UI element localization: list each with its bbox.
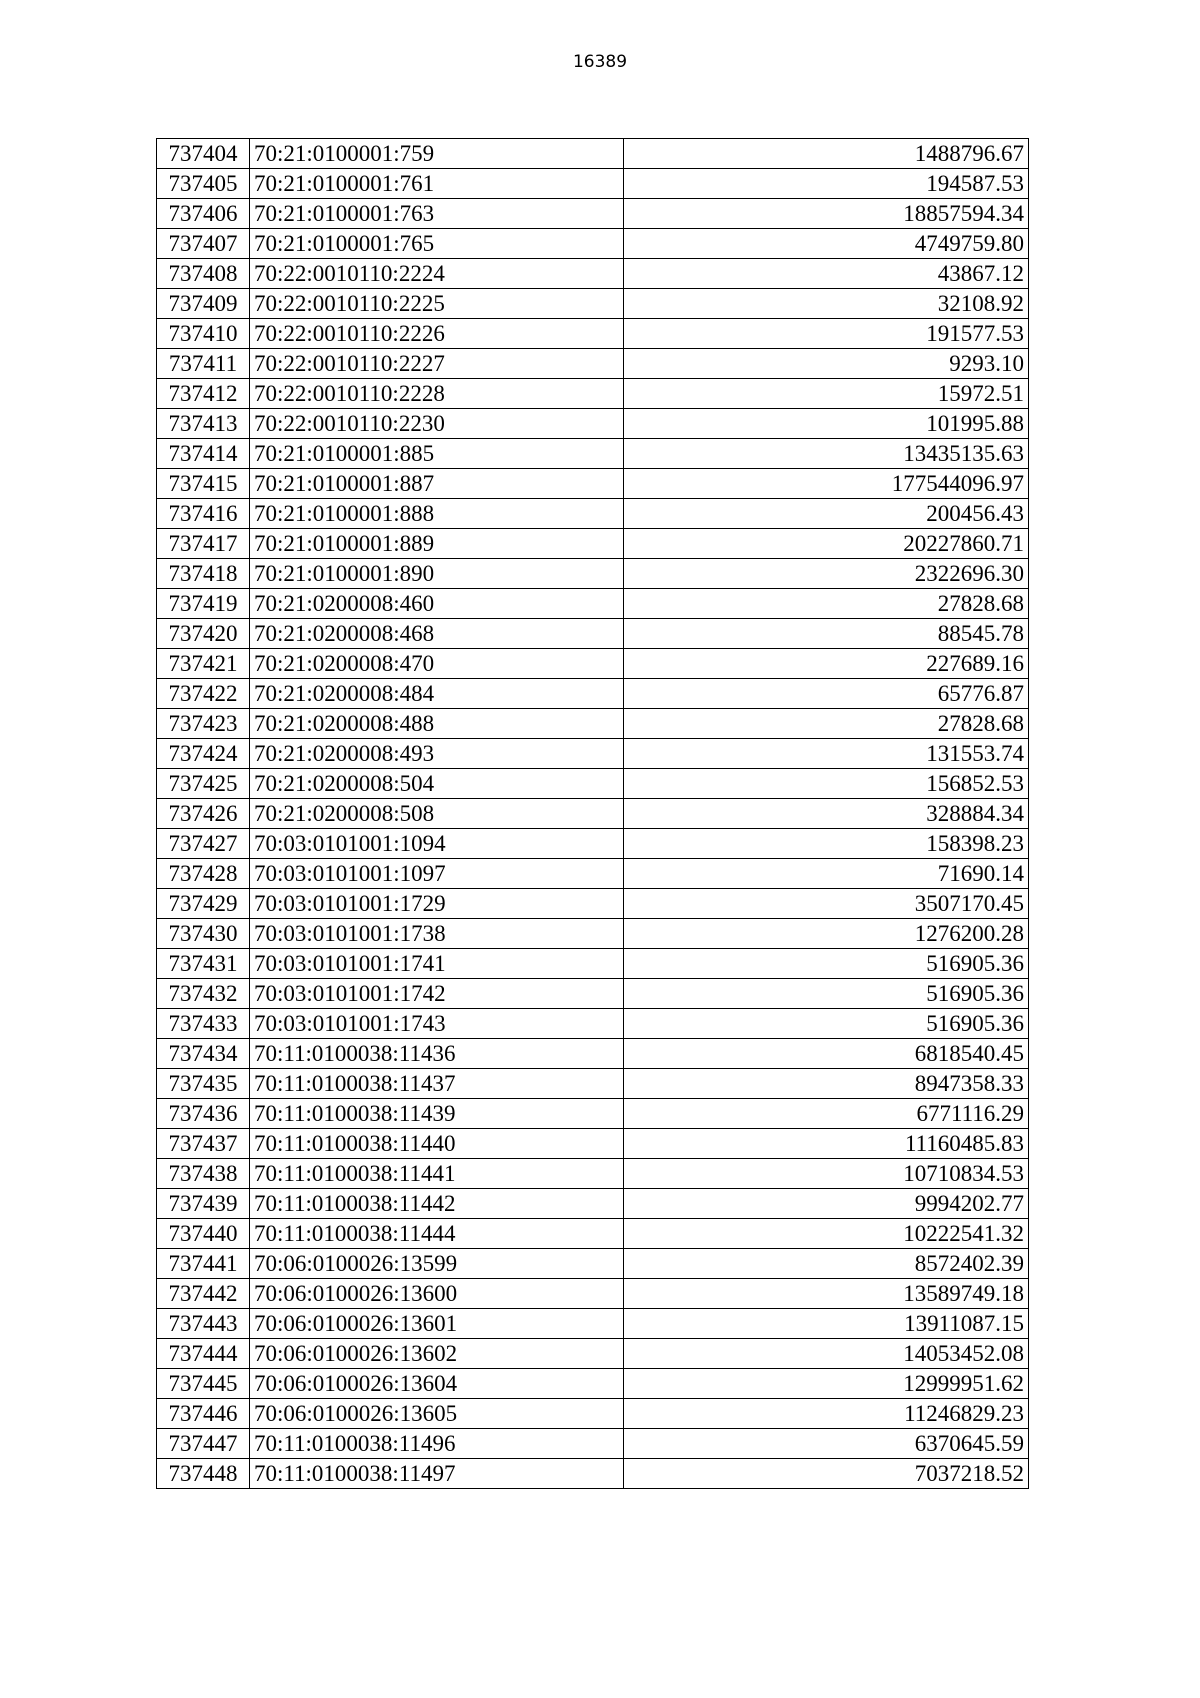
table-row: [157, 409, 1029, 439]
cadastral-number-cell: 70:21:0100001:889: [250, 529, 624, 559]
cadastral-number-cell: 70:06:0100026:13601: [250, 1309, 624, 1339]
table-row: [157, 649, 1029, 679]
table-row: [157, 949, 1029, 979]
table-row: [157, 1219, 1029, 1249]
table-row: [157, 529, 1029, 559]
row-number-cell: 737425: [157, 769, 250, 799]
cadastral-number-cell: 70:21:0200008:493: [250, 739, 624, 769]
value-cell: 43867.12: [624, 259, 1029, 289]
table-row: [157, 319, 1029, 349]
value-cell: 6818540.45: [624, 1039, 1029, 1069]
row-number-cell: 737424: [157, 739, 250, 769]
row-number-cell: 737428: [157, 859, 250, 889]
cadastral-number-cell: 70:06:0100026:13599: [250, 1249, 624, 1279]
row-number-cell: 737416: [157, 499, 250, 529]
table-row: [157, 259, 1029, 289]
row-number-cell: 737431: [157, 949, 250, 979]
row-number-cell: 737436: [157, 1099, 250, 1129]
row-number-cell: 737429: [157, 889, 250, 919]
table-row: [157, 859, 1029, 889]
value-cell: 177544096.97: [624, 469, 1029, 499]
value-cell: 7037218.52: [624, 1459, 1029, 1489]
table-row: [157, 559, 1029, 589]
table-row: [157, 889, 1029, 919]
row-number-cell: 737439: [157, 1189, 250, 1219]
table-row: [157, 1249, 1029, 1279]
row-number-cell: 737417: [157, 529, 250, 559]
page-number: 16389: [572, 52, 628, 72]
cadastral-number-cell: 70:21:0100001:759: [250, 139, 624, 169]
row-number-cell: 737438: [157, 1159, 250, 1189]
cadastral-number-cell: 70:06:0100026:13602: [250, 1339, 624, 1369]
cadastral-number-cell: 70:11:0100038:11496: [250, 1429, 624, 1459]
value-cell: 3507170.45: [624, 889, 1029, 919]
cadastral-number-cell: 70:21:0200008:460: [250, 589, 624, 619]
table-row: [157, 469, 1029, 499]
row-number-cell: 737441: [157, 1249, 250, 1279]
cadastral-number-cell: 70:21:0100001:885: [250, 439, 624, 469]
value-cell: 27828.68: [624, 709, 1029, 739]
row-number-cell: 737447: [157, 1429, 250, 1459]
cadastral-number-cell: 70:11:0100038:11441: [250, 1159, 624, 1189]
row-number-cell: 737408: [157, 259, 250, 289]
value-cell: 1488796.67: [624, 139, 1029, 169]
value-cell: 15972.51: [624, 379, 1029, 409]
row-number-cell: 737423: [157, 709, 250, 739]
value-cell: 227689.16: [624, 649, 1029, 679]
row-number-cell: 737442: [157, 1279, 250, 1309]
cadastral-number-cell: 70:03:0101001:1729: [250, 889, 624, 919]
table-row: [157, 499, 1029, 529]
cadastral-number-cell: 70:21:0200008:504: [250, 769, 624, 799]
row-number-cell: 737404: [157, 139, 250, 169]
value-cell: 194587.53: [624, 169, 1029, 199]
row-number-cell: 737440: [157, 1219, 250, 1249]
row-number-cell: 737407: [157, 229, 250, 259]
value-cell: 101995.88: [624, 409, 1029, 439]
row-number-cell: 737418: [157, 559, 250, 589]
table-row: [157, 289, 1029, 319]
table-row: [157, 1339, 1029, 1369]
value-cell: 10222541.32: [624, 1219, 1029, 1249]
cadastral-number-cell: 70:21:0100001:890: [250, 559, 624, 589]
row-number-cell: 737422: [157, 679, 250, 709]
row-number-cell: 737432: [157, 979, 250, 1009]
row-number-cell: 737427: [157, 829, 250, 859]
cadastral-number-cell: 70:11:0100038:11440: [250, 1129, 624, 1159]
table-row: [157, 1399, 1029, 1429]
value-cell: 11160485.83: [624, 1129, 1029, 1159]
value-cell: 11246829.23: [624, 1399, 1029, 1429]
value-cell: 88545.78: [624, 619, 1029, 649]
table-row: [157, 769, 1029, 799]
value-cell: 200456.43: [624, 499, 1029, 529]
value-cell: 20227860.71: [624, 529, 1029, 559]
row-number-cell: 737419: [157, 589, 250, 619]
table-row: [157, 1429, 1029, 1459]
row-number-cell: 737409: [157, 289, 250, 319]
table-row: [157, 1189, 1029, 1219]
row-number-cell: 737445: [157, 1369, 250, 1399]
registry-table: [156, 138, 1029, 1489]
cadastral-number-cell: 70:11:0100038:11437: [250, 1069, 624, 1099]
table-row: [157, 1039, 1029, 1069]
value-cell: 131553.74: [624, 739, 1029, 769]
row-number-cell: 737406: [157, 199, 250, 229]
cadastral-number-cell: 70:03:0101001:1741: [250, 949, 624, 979]
cadastral-number-cell: 70:21:0100001:761: [250, 169, 624, 199]
cadastral-number-cell: 70:21:0200008:508: [250, 799, 624, 829]
table-row: [157, 139, 1029, 169]
row-number-cell: 737437: [157, 1129, 250, 1159]
table-row: [157, 739, 1029, 769]
row-number-cell: 737414: [157, 439, 250, 469]
table-row: [157, 1369, 1029, 1399]
cadastral-number-cell: 70:22:0010110:2230: [250, 409, 624, 439]
value-cell: 71690.14: [624, 859, 1029, 889]
cadastral-number-cell: 70:21:0200008:468: [250, 619, 624, 649]
value-cell: 516905.36: [624, 949, 1029, 979]
row-number-cell: 737435: [157, 1069, 250, 1099]
row-number-cell: 737433: [157, 1009, 250, 1039]
value-cell: 6771116.29: [624, 1099, 1029, 1129]
cadastral-number-cell: 70:21:0100001:765: [250, 229, 624, 259]
row-number-cell: 737448: [157, 1459, 250, 1489]
value-cell: 32108.92: [624, 289, 1029, 319]
value-cell: 13435135.63: [624, 439, 1029, 469]
row-number-cell: 737412: [157, 379, 250, 409]
value-cell: 6370645.59: [624, 1429, 1029, 1459]
table-row: [157, 1069, 1029, 1099]
value-cell: 14053452.08: [624, 1339, 1029, 1369]
value-cell: 516905.36: [624, 979, 1029, 1009]
table-row: [157, 709, 1029, 739]
table-row: [157, 439, 1029, 469]
table-row: [157, 799, 1029, 829]
cadastral-number-cell: 70:06:0100026:13604: [250, 1369, 624, 1399]
value-cell: 1276200.28: [624, 919, 1029, 949]
table-row: [157, 349, 1029, 379]
cadastral-number-cell: 70:11:0100038:11497: [250, 1459, 624, 1489]
registry-table-body: [157, 139, 1029, 1489]
row-number-cell: 737444: [157, 1339, 250, 1369]
cadastral-number-cell: 70:21:0100001:763: [250, 199, 624, 229]
cadastral-number-cell: 70:21:0100001:888: [250, 499, 624, 529]
value-cell: 158398.23: [624, 829, 1029, 859]
row-number-cell: 737421: [157, 649, 250, 679]
table-row: [157, 679, 1029, 709]
cadastral-number-cell: 70:22:0010110:2228: [250, 379, 624, 409]
value-cell: 191577.53: [624, 319, 1029, 349]
cadastral-number-cell: 70:22:0010110:2224: [250, 259, 624, 289]
value-cell: 516905.36: [624, 1009, 1029, 1039]
cadastral-number-cell: 70:06:0100026:13605: [250, 1399, 624, 1429]
cadastral-number-cell: 70:22:0010110:2225: [250, 289, 624, 319]
cadastral-number-cell: 70:03:0101001:1738: [250, 919, 624, 949]
value-cell: 4749759.80: [624, 229, 1029, 259]
table-row: [157, 619, 1029, 649]
cadastral-number-cell: 70:21:0200008:484: [250, 679, 624, 709]
row-number-cell: 737410: [157, 319, 250, 349]
row-number-cell: 737446: [157, 1399, 250, 1429]
table-row: [157, 589, 1029, 619]
value-cell: 65776.87: [624, 679, 1029, 709]
cadastral-number-cell: 70:06:0100026:13600: [250, 1279, 624, 1309]
cadastral-number-cell: 70:03:0101001:1094: [250, 829, 624, 859]
table-row: [157, 1159, 1029, 1189]
cadastral-number-cell: 70:11:0100038:11436: [250, 1039, 624, 1069]
cadastral-number-cell: 70:03:0101001:1097: [250, 859, 624, 889]
table-row: [157, 1129, 1029, 1159]
value-cell: 27828.68: [624, 589, 1029, 619]
table-row: [157, 199, 1029, 229]
table-row: [157, 1099, 1029, 1129]
row-number-cell: 737405: [157, 169, 250, 199]
cadastral-number-cell: 70:21:0100001:887: [250, 469, 624, 499]
value-cell: 9994202.77: [624, 1189, 1029, 1219]
value-cell: 2322696.30: [624, 559, 1029, 589]
table-row: [157, 169, 1029, 199]
value-cell: 8947358.33: [624, 1069, 1029, 1099]
cadastral-number-cell: 70:11:0100038:11444: [250, 1219, 624, 1249]
table-row: [157, 1009, 1029, 1039]
value-cell: 328884.34: [624, 799, 1029, 829]
cadastral-number-cell: 70:11:0100038:11442: [250, 1189, 624, 1219]
table-row: [157, 379, 1029, 409]
cadastral-number-cell: 70:21:0200008:470: [250, 649, 624, 679]
row-number-cell: 737430: [157, 919, 250, 949]
value-cell: 8572402.39: [624, 1249, 1029, 1279]
row-number-cell: 737434: [157, 1039, 250, 1069]
value-cell: 12999951.62: [624, 1369, 1029, 1399]
value-cell: 13911087.15: [624, 1309, 1029, 1339]
cadastral-number-cell: 70:21:0200008:488: [250, 709, 624, 739]
row-number-cell: 737443: [157, 1309, 250, 1339]
table-row: [157, 229, 1029, 259]
cadastral-number-cell: 70:22:0010110:2227: [250, 349, 624, 379]
row-number-cell: 737413: [157, 409, 250, 439]
row-number-cell: 737420: [157, 619, 250, 649]
value-cell: 10710834.53: [624, 1159, 1029, 1189]
cadastral-number-cell: 70:22:0010110:2226: [250, 319, 624, 349]
value-cell: 18857594.34: [624, 199, 1029, 229]
value-cell: 156852.53: [624, 769, 1029, 799]
table-row: [157, 919, 1029, 949]
cadastral-number-cell: 70:03:0101001:1742: [250, 979, 624, 1009]
cadastral-number-cell: 70:11:0100038:11439: [250, 1099, 624, 1129]
value-cell: 13589749.18: [624, 1279, 1029, 1309]
cadastral-number-cell: 70:03:0101001:1743: [250, 1009, 624, 1039]
table-row: [157, 1279, 1029, 1309]
row-number-cell: 737411: [157, 349, 250, 379]
value-cell: 9293.10: [624, 349, 1029, 379]
row-number-cell: 737415: [157, 469, 250, 499]
table-row: [157, 1459, 1029, 1489]
row-number-cell: 737426: [157, 799, 250, 829]
table-row: [157, 829, 1029, 859]
table-row: [157, 979, 1029, 1009]
table-row: [157, 1309, 1029, 1339]
